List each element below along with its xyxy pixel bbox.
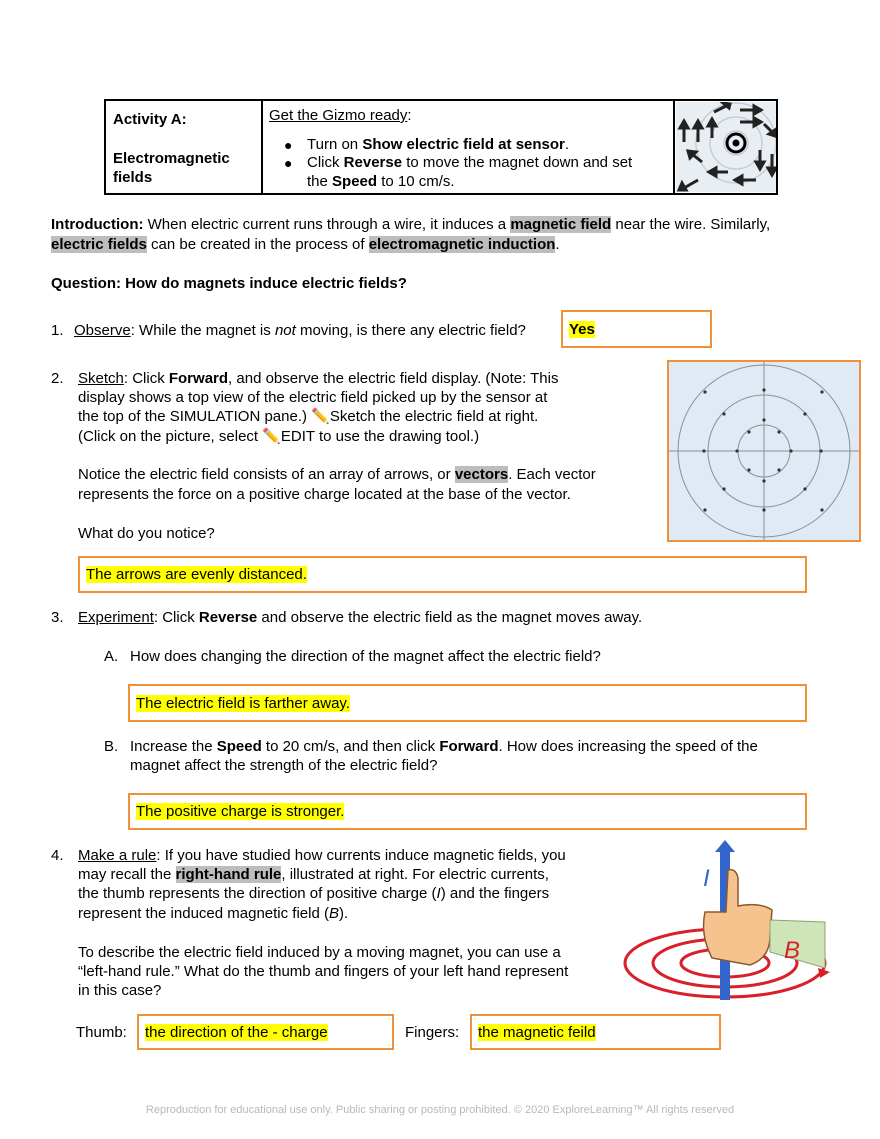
- intro-paragraph-cont: electric fields can be created in the process of electromagnetic induction.: [51, 236, 560, 253]
- q2-number: 2.: [51, 370, 64, 387]
- field-label-B: B: [784, 937, 801, 964]
- thumb-answer: the direction of the - charge: [145, 1023, 328, 1041]
- field-display: [669, 362, 859, 540]
- instruction-1: Turn on Show electric field at sensor.: [307, 136, 570, 153]
- fingers-answer: the magnetic feild: [478, 1023, 596, 1041]
- current-label-I: I: [703, 865, 710, 892]
- q2-answer: The arrows are evenly distanced.: [86, 566, 307, 583]
- q1-number: 1.: [51, 322, 64, 339]
- activity-label: Activity A:: [113, 111, 187, 128]
- q3b-letter: B.: [104, 738, 119, 755]
- q4-line: in this case?: [78, 982, 162, 999]
- q2-line: display shows a top view of the electric field picked up by the sensor at: [78, 389, 548, 406]
- gizmo-ready-heading: Get the Gizmo ready:: [269, 107, 412, 124]
- q3b-answer: The positive charge is stronger.: [136, 803, 345, 820]
- fingers-answer-field[interactable]: [470, 1014, 721, 1050]
- q2-line: represents the force on a positive charge located at the base of the vector.: [78, 486, 571, 503]
- q2-line: (Click on the picture, select ✏️EDIT to use the drawing tool.): [78, 428, 480, 445]
- activity-title: Electromagnetic: [113, 150, 230, 167]
- electric-field-sketch[interactable]: [667, 360, 861, 542]
- q3-text: Experiment: Click Reverse and observe the electric field as the magnet moves away.: [78, 609, 643, 626]
- q2-answer-field[interactable]: [78, 556, 807, 593]
- q3-number: 3.: [51, 609, 64, 626]
- q4-line: the thumb represents the direction of positive charge (I) and the fingers: [78, 885, 550, 902]
- table-divider: [673, 101, 675, 193]
- instruction-2-cont: the Speed to 10 cm/s.: [307, 173, 455, 190]
- copyright-footer: Reproduction for educational use only. Public sharing or posting prohibited. © 2020 ExploreLearning™ All rights reserved: [145, 1104, 735, 1116]
- instruction-2: Click Reverse to move the magnet down and set: [307, 154, 633, 171]
- q1-answer: Yes: [569, 320, 595, 338]
- bullet-icon: ●: [284, 137, 293, 153]
- q3a-answer: The electric field is farther away.: [136, 694, 350, 712]
- table-divider: [261, 101, 263, 193]
- q2-line: Sketch: Click Forward, and observe the electric field display. (Note: This: [78, 370, 559, 387]
- q2-line: Notice the electric field consists of an array of arrows, or vectors. Each vector: [78, 466, 596, 483]
- q3a-answer-field[interactable]: [128, 684, 807, 722]
- q4-line: Make a rule: If you have studied how currents induce magnetic fields, you: [78, 847, 566, 864]
- q4-line: “left-hand rule.” What do the thumb and fingers of your left hand represent: [78, 963, 569, 980]
- q3b-answer-field[interactable]: [128, 793, 807, 830]
- activity-header-table: [104, 99, 778, 195]
- thumb-answer-field[interactable]: [137, 1014, 394, 1050]
- q3b-text: Increase the Speed to 20 cm/s, and then click Forward. How does increasing the speed of the: [130, 738, 758, 755]
- q4-number: 4.: [51, 847, 64, 864]
- main-question: Question: How do magnets induce electric fields?: [51, 275, 407, 292]
- q3b-text-cont: magnet affect the strength of the electric field?: [130, 757, 438, 774]
- q3a-text: How does changing the direction of the magnet affect the electric field?: [130, 648, 601, 665]
- intro-paragraph: Introduction: When electric current runs through a wire, it induces a magnetic field near the wire. Similarly,: [51, 216, 771, 233]
- q4-line: represent the induced magnetic field (B).: [78, 905, 349, 922]
- q2-line: the top of the SIMULATION pane.) ✏️Sketch the electric field at right.: [78, 408, 539, 425]
- q1-text: Observe: While the magnet is not moving, is there any electric field?: [74, 322, 526, 339]
- activity-title: fields: [113, 169, 153, 186]
- q4-line: may recall the right-hand rule, illustrated at right. For electric currents,: [78, 866, 549, 883]
- q4-line: To describe the electric field induced by a moving magnet, you can use a: [78, 944, 561, 961]
- gizmo-thumbnail: [676, 102, 776, 192]
- q3a-letter: A.: [104, 648, 119, 665]
- q2-line: What do you notice?: [78, 525, 215, 542]
- bullet-icon: ●: [284, 155, 293, 171]
- right-hand-rule-illustration: [620, 840, 830, 1005]
- fingers-label: Fingers:: [405, 1024, 460, 1041]
- thumb-label: Thumb:: [76, 1024, 127, 1041]
- q1-answer-field[interactable]: [561, 310, 712, 348]
